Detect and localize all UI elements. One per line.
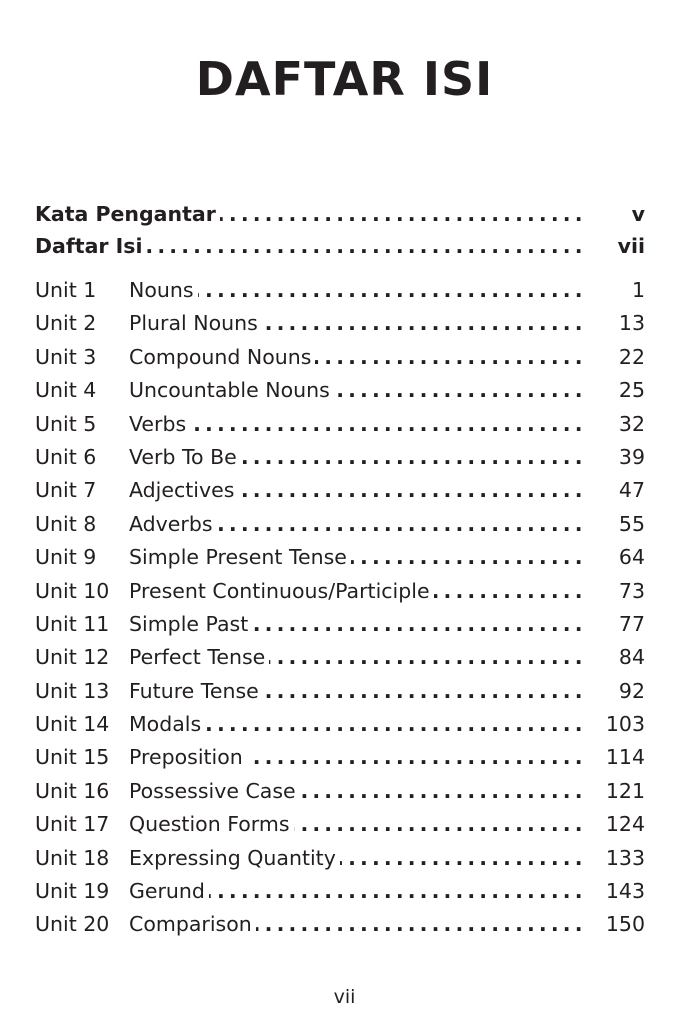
- table-of-contents: [35, 198, 645, 942]
- toc-entry-page: 1: [631, 278, 645, 302]
- toc-unit-number: Unit 19: [35, 879, 110, 904]
- toc-entry-page: 77: [618, 611, 645, 636]
- toc-entry-page: 73: [618, 578, 645, 603]
- toc-entry-title: Possessive Case: [129, 779, 300, 803]
- toc-entry-page: 92: [618, 678, 645, 703]
- toc-entry-title: Adverbs: [129, 512, 217, 536]
- toc-unit-number: Unit 15: [35, 745, 110, 770]
- toc-entry-page: 84: [618, 645, 645, 670]
- toc-unit-number: Unit 13: [35, 678, 110, 703]
- toc-unit-number: Unit 11: [35, 611, 110, 636]
- toc-entry-title: Preposition: [129, 745, 247, 769]
- toc-entry-unit: [35, 474, 645, 507]
- toc-entry-unit: [35, 341, 645, 374]
- toc-entry-unit: [35, 875, 645, 908]
- toc-entry-unit: [35, 775, 645, 808]
- toc-entry-page: 25: [618, 378, 645, 403]
- toc-entry-title: Question Forms: [129, 812, 294, 836]
- page-title: DAFTAR ISI: [195, 52, 494, 106]
- toc-entry-unit: [35, 741, 645, 774]
- toc-entry-unit: [35, 641, 645, 674]
- toc-unit-number: Unit 17: [35, 812, 110, 837]
- toc-unit-number: Unit 12: [35, 645, 110, 670]
- toc-entry-page: 22: [618, 344, 645, 369]
- toc-entry-title: Future Tense: [129, 679, 263, 703]
- toc-unit-number: Unit 14: [35, 712, 110, 737]
- toc-entry-title: Perfect Tense: [129, 645, 269, 669]
- toc-unit-number: Unit 6: [35, 444, 97, 469]
- toc-entry-title: Modals: [129, 712, 205, 736]
- toc-unit-number: Unit 8: [35, 511, 97, 536]
- toc-entry-page: 124: [605, 812, 645, 837]
- toc-entry-title: Nouns: [129, 278, 198, 302]
- toc-unit-number: Unit 20: [35, 912, 110, 937]
- toc-entry-kata-pengantar: [35, 198, 645, 230]
- toc-entry-title: Comparison: [129, 912, 256, 936]
- toc-entry-title: Uncountable Nouns: [129, 378, 334, 402]
- unit-list: [35, 274, 645, 942]
- toc-entry-title: Gerund: [129, 879, 209, 903]
- toc-unit-number: Unit 16: [35, 778, 110, 803]
- toc-entry-unit: [35, 708, 645, 741]
- toc-entry-title: Verbs: [129, 412, 190, 436]
- toc-entry-unit: [35, 307, 645, 340]
- toc-unit-number: Unit 3: [35, 344, 97, 369]
- toc-entry-page: 143: [605, 879, 645, 904]
- toc-entry-page: v: [631, 202, 645, 226]
- toc-entry-title: Plural Nouns: [129, 311, 262, 335]
- toc-entry-page: 133: [605, 845, 645, 870]
- toc-entry-unit: [35, 441, 645, 474]
- toc-entry-title: Compound Nouns: [129, 345, 315, 369]
- toc-entry-page: 32: [618, 411, 645, 436]
- toc-entry-title: Simple Past: [129, 612, 252, 636]
- toc-entry-title: Simple Present Tense: [129, 545, 351, 569]
- toc-entry-unit: [35, 608, 645, 641]
- toc-entry-unit: [35, 508, 645, 541]
- toc-unit-number: Unit 2: [35, 311, 97, 336]
- toc-unit-number: Unit 5: [35, 411, 97, 436]
- toc-entry-page: 103: [605, 712, 645, 737]
- toc-entry-daftar-isi: [35, 230, 645, 262]
- toc-entry-title: Adjectives: [129, 478, 238, 502]
- page-number: vii: [333, 986, 356, 1008]
- toc-entry-page: 121: [605, 778, 645, 803]
- toc-entry-page: 39: [618, 444, 645, 469]
- toc-entry-title: Expressing Quantity: [129, 846, 340, 870]
- toc-entry-unit: [35, 374, 645, 407]
- toc-unit-number: Unit 18: [35, 845, 110, 870]
- toc-entry-unit: [35, 808, 645, 841]
- toc-unit-number: Unit 10: [35, 578, 110, 603]
- toc-unit-number: Unit 9: [35, 545, 97, 570]
- toc-unit-number: Unit 1: [35, 278, 97, 302]
- toc-entry-page: 150: [605, 912, 645, 937]
- toc-entry-title: Verb To Be: [129, 445, 241, 469]
- toc-entry-title: Present Continuous/Participle: [129, 579, 434, 603]
- toc-entry-page: vii: [617, 234, 645, 258]
- toc-unit-number: Unit 4: [35, 378, 97, 403]
- toc-entry-page: 114: [605, 745, 645, 770]
- toc-entry-unit: [35, 842, 645, 875]
- toc-entry-unit: [35, 274, 645, 307]
- toc-entry-page: 64: [618, 545, 645, 570]
- toc-entry-unit: [35, 908, 645, 941]
- toc-entry-page: 47: [618, 478, 645, 503]
- toc-entry-unit: [35, 541, 645, 574]
- toc-entry-page: 13: [618, 311, 645, 336]
- toc-entry-unit: [35, 408, 645, 441]
- toc-entry-unit: [35, 575, 645, 608]
- toc-entry-title: Kata Pengantar: [35, 202, 220, 226]
- toc-entry-unit: [35, 675, 645, 708]
- toc-entry-title: Daftar Isi: [35, 234, 147, 258]
- toc-entry-page: 55: [618, 511, 645, 536]
- toc-unit-number: Unit 7: [35, 478, 97, 503]
